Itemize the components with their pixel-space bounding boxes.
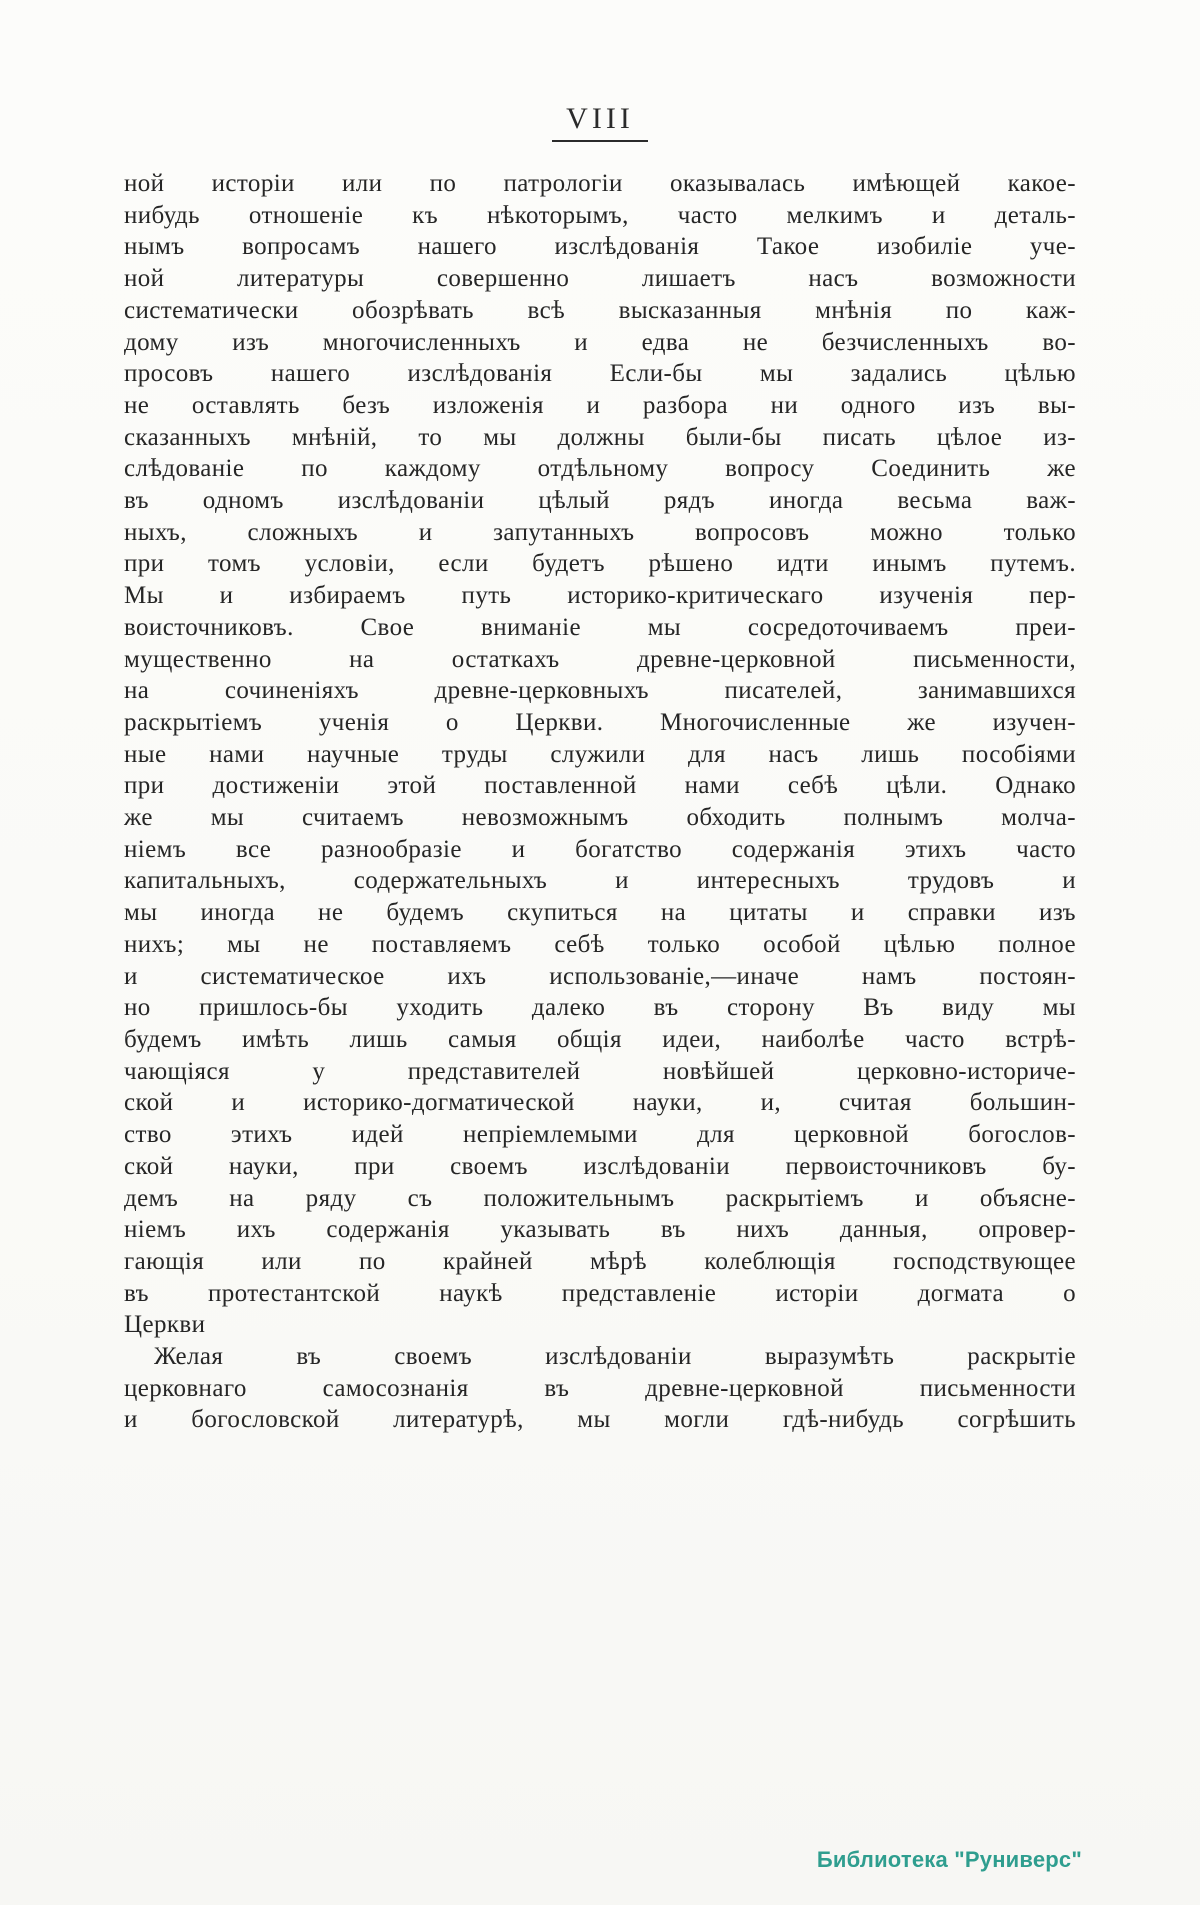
text-line: Церкви <box>124 1311 206 1339</box>
text-line: демъ на ряду съ положительнымъ раскрытіемъ и объясне- <box>124 1184 1076 1212</box>
text-line: гающія или по крайней мѣрѣ колеблющія господствующее <box>124 1247 1076 1275</box>
text-line: сказанныхъ мнѣній, то мы должны были-бы писать цѣлое из- <box>124 423 1076 451</box>
text-line: ніемъ ихъ содержанія указывать въ нихъ данныя, опровер- <box>124 1216 1076 1244</box>
text-line: мы иногда не будемъ скупиться на цитаты и справки изъ <box>124 899 1076 927</box>
text-line: ніемъ все разнообразіе и богатство содержанія этихъ часто <box>124 835 1076 863</box>
page-number-roman: VIII <box>552 102 648 142</box>
text-line: ской и историко-догматической науки, и, считая большин- <box>124 1089 1076 1117</box>
text-line: нихъ; мы не поставляемъ себѣ только особой цѣлью полное <box>124 930 1076 958</box>
text-line: Мы и избираемъ путь историко-критическаго изученія пер- <box>124 582 1076 610</box>
text-line: нымъ вопросамъ нашего изслѣдованія Такое изобиліе уче- <box>124 233 1076 261</box>
library-watermark: Библиотека "Руниверс" <box>816 1847 1082 1872</box>
text-line: раскрытіемъ ученія о Церкви. Многочисленные же изучен- <box>124 708 1076 736</box>
text-line: капитальныхъ, содержательныхъ и интересныхъ трудовъ и <box>124 867 1076 895</box>
text-line: но пришлось-бы уходить далеко въ сторону Въ виду мы <box>124 994 1076 1022</box>
text-line: воисточниковъ. Свое вниманіе мы сосредоточиваемъ преи- <box>124 613 1076 641</box>
text-line: ные нами научные труды служили для насъ лишь пособіями <box>124 740 1076 768</box>
paragraph <box>124 1341 1076 1436</box>
page-header <box>0 102 1200 142</box>
text-line: просовъ нашего изслѣдованія Если-бы мы задались цѣлью <box>124 360 1076 388</box>
text-line: Желая въ своемъ изслѣдованіи выразумѣть раскрытіе <box>154 1343 1076 1371</box>
text-line: на сочиненіяхъ древне-церковныхъ писателей, занимавшихся <box>124 677 1076 705</box>
text-line: ской науки, при своемъ изслѣдованіи первоисточниковъ бу- <box>124 1152 1076 1180</box>
text-line: ство этихъ идей непріемлемыми для церковной богослов- <box>124 1121 1076 1149</box>
text-line: не оставлять безъ изложенія и разбора ни одного изъ вы- <box>124 391 1076 419</box>
text-line: ной исторіи или по патрологіи оказывалась имѣющей какое- <box>124 170 1076 197</box>
text-line: же мы считаемъ невозможнымъ обходить полнымъ молча- <box>124 804 1076 832</box>
page-text <box>124 168 1076 1436</box>
text-line: нибудь отношеніе къ нѣкоторымъ, часто мелкимъ и деталь- <box>124 201 1076 229</box>
text-line: ныхъ, сложныхъ и запутанныхъ вопросовъ можно только <box>124 518 1076 546</box>
text-line: церковнаго самосознанія въ древне-церковной письменности <box>124 1374 1076 1402</box>
text-line: и богословской литературѣ, мы могли гдѣ-нибудь согрѣшить <box>124 1406 1076 1434</box>
text-line: въ протестантской наукѣ представленіе исторіи догмата о <box>124 1279 1076 1307</box>
text-line: чающіяся у представителей новѣйшей церковно-историче- <box>124 1057 1076 1085</box>
text-line: при томъ условіи, если будетъ рѣшено идти инымъ путемъ. <box>124 550 1076 578</box>
text-line: въ одномъ изслѣдованіи цѣлый рядъ иногда весьма важ- <box>124 487 1076 515</box>
text-line: и систематическое ихъ использованіе,—иначе намъ постоян- <box>124 962 1076 990</box>
text-line: будемъ имѣть лишь самыя общія идеи, наиболѣе часто встрѣ- <box>124 1025 1076 1053</box>
text-line: мущественно на остаткахъ древне-церковной письменности, <box>124 645 1076 673</box>
paragraph <box>124 168 1076 1341</box>
text-line: дому изъ многочисленныхъ и едва не безчисленныхъ во- <box>124 328 1076 356</box>
text-line: слѣдованіе по каждому отдѣльному вопросу Соединить же <box>124 455 1076 483</box>
text-line: систематически обозрѣвать всѣ высказанныя мнѣнія по каж- <box>124 296 1076 324</box>
text-line: при достиженіи этой поставленной нами себѣ цѣли. Однако <box>124 772 1076 800</box>
text-line: ной литературы совершенно лишаетъ насъ возможности <box>124 265 1076 293</box>
